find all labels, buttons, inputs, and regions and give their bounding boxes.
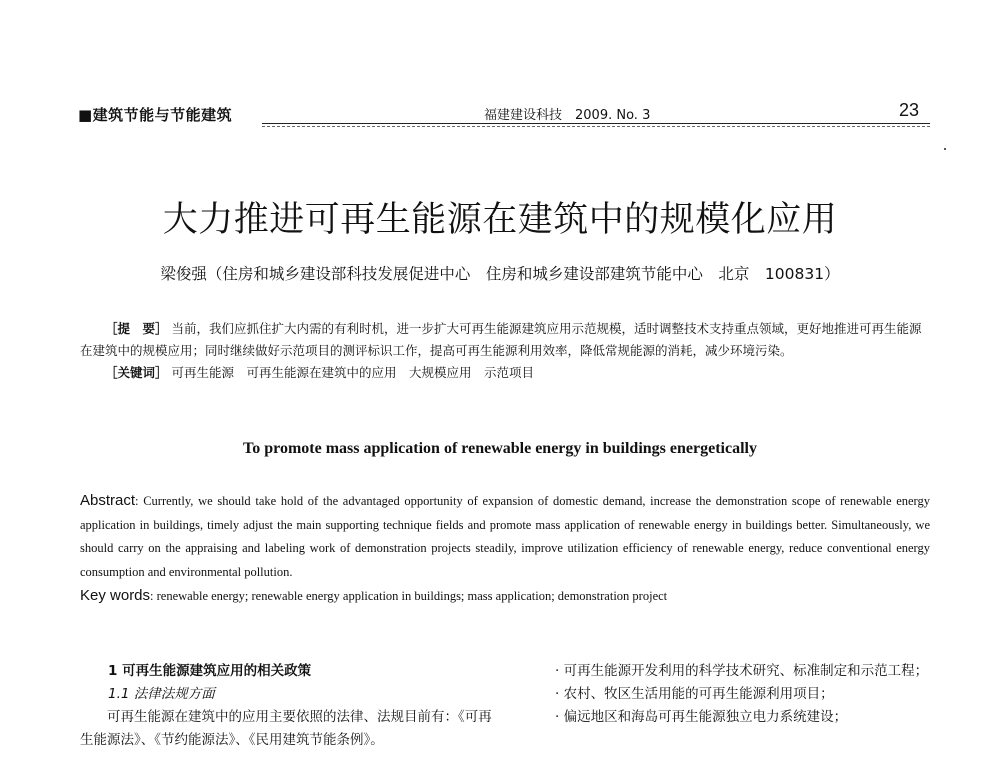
body-column-left: [80, 660, 495, 752]
chinese-abstract: [80, 318, 930, 384]
bullet-item: · 可再生能源开发利用的科学技术研究、标准制定和示范工程；: [555, 663, 929, 679]
colon: :: [150, 589, 157, 603]
en-keywords-label: Key words: [80, 587, 151, 604]
body-paragraph: 可再生能源在建筑中的应用主要依照的法律、法规目前有：《可再生能源法》、《节约能源法》、《民用建筑节能条例》。: [80, 709, 492, 748]
header-rule-dashed: [262, 126, 930, 127]
en-abstract-label: Abstract: [80, 492, 136, 509]
en-keywords-text: renewable energy; renewable energy application in buildings; mass application; demonstration project: [156, 589, 668, 603]
page-number: 23: [899, 100, 920, 120]
scan-speck: [944, 148, 946, 150]
keywords-label: ［关键词］: [105, 365, 168, 380]
running-header-journal: 福建建设科技 2009. No. 3: [484, 108, 651, 123]
header-rule: [262, 123, 930, 124]
colon: :: [135, 494, 144, 508]
bullet-item: · 农村、牧区生活用能的可再生能源利用项目；: [555, 686, 834, 702]
keywords-text: 可再生能源 可再生能源在建筑中的应用 大规模应用 示范项目: [171, 365, 535, 380]
abstract-text: 当前，我们应抓住扩大内需的有利时机，进一步扩大可再生能源建筑应用示范规模，适时调整技术支持重点领域，更好地推进可再生能源在建筑中的规模应用；同时继续做好示范项目的测评标识工作，提高可再生能源利用效率，降低常规能源的消耗，减少环境污染。: [80, 321, 922, 358]
subsection-heading: 1.1 法律法规方面: [108, 686, 215, 702]
paper-title: 大力推进可再生能源在建筑中的规模化应用: [162, 200, 838, 240]
english-title: To promote mass application of renewable energy in buildings energetically: [243, 440, 757, 457]
abstract-label: ［提 要］: [105, 321, 168, 336]
body-column-right: [528, 660, 933, 729]
english-abstract: [80, 489, 930, 609]
bullet-item: · 偏远地区和海岛可再生能源独立电力系统建设；: [555, 709, 848, 725]
en-abstract-text: Currently, we should take hold of the advantaged opportunity of expansion of domestic demand, increase the demonstration scope of renewable energy application in buildings, timely adjust the main supporting technique fields and promote mass application of renewable energy in buildings better. Simultaneously, we should carry on the appraising and labeling work of demonstration projects steadily, improve utilization efficiency of renewable energy, reduce conventional energy consumption and environmental pollution.: [80, 494, 930, 579]
author-affiliation: 梁俊强（住房和城乡建设部科技发展促进中心 住房和城乡建设部建筑节能中心 北京 100831）: [160, 265, 840, 283]
running-header-section: ■建筑节能与节能建筑: [78, 106, 233, 124]
section-heading: 1 可再生能源建筑应用的相关政策: [108, 663, 312, 679]
